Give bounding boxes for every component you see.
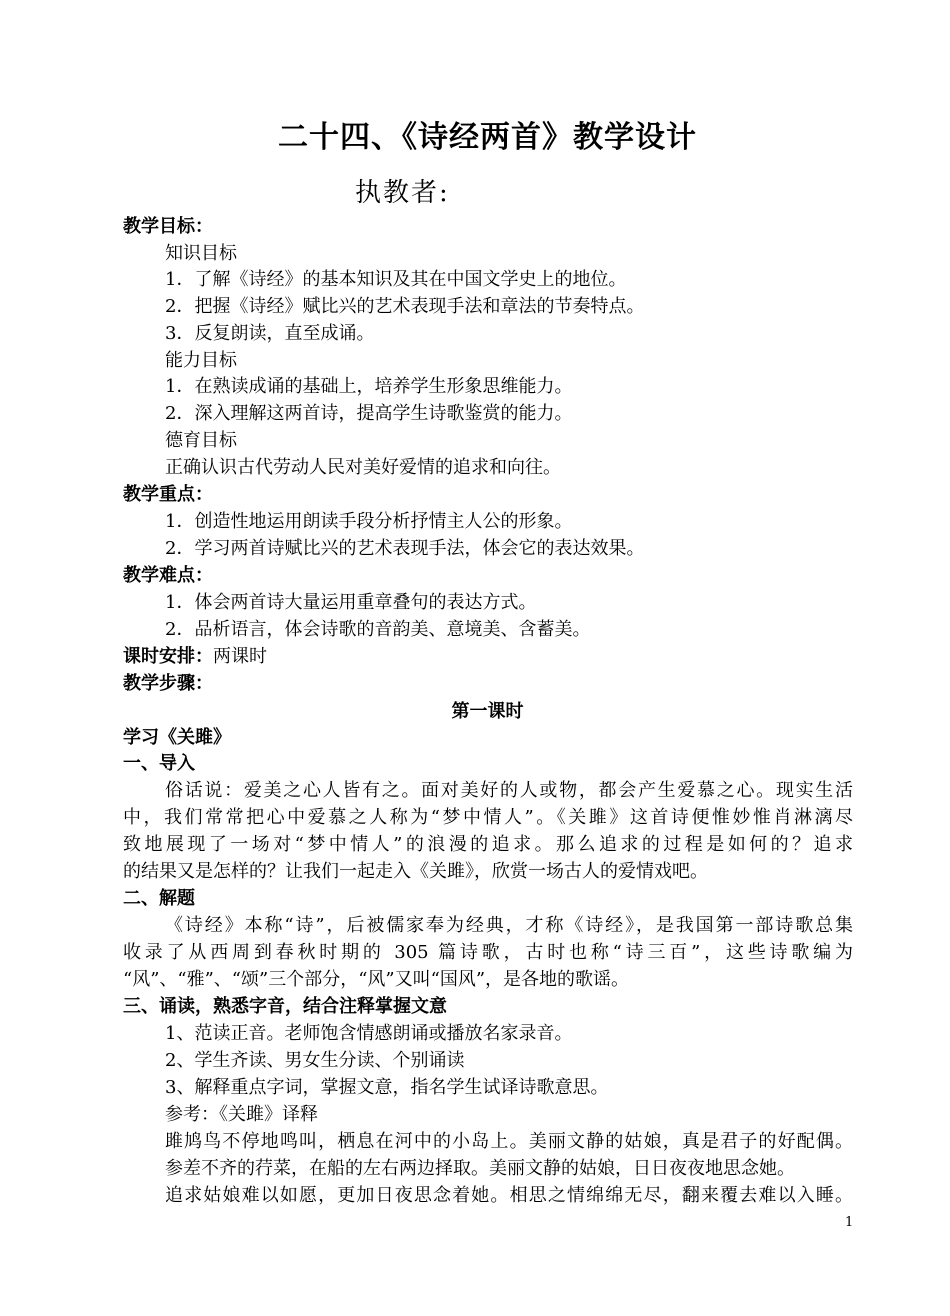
section3-line: 追求姑娘难以如愿，更加日夜思念着她。相思之情绵绵无尽，翻来覆去难以入睡。 — [165, 1185, 853, 1206]
lesson1-heading: 第一课时 — [451, 701, 524, 722]
study-heading: 学习《关雎》 — [123, 727, 231, 748]
section2-heading: 二、解题 — [123, 888, 195, 909]
difficulties-heading: 教学难点： — [123, 565, 213, 586]
knowledge-goal-label: 知识目标 — [165, 243, 237, 264]
goals-heading: 教学目标： — [123, 216, 213, 237]
section1-line: 俗话说：爱美之心人皆有之。面对美好的人或物，都会产生爱慕之心。现实生活 — [165, 780, 853, 801]
section1-line: 中，我们常常把心中爱慕之人称为“梦中情人”。《关雎》这首诗便惟妙惟肖淋漓尽 — [123, 807, 853, 828]
section3-line: 参考：《关雎》译释 — [165, 1104, 318, 1125]
difficulty-item: 2．品析语言，体会诗歌的音韵美、意境美、含蓄美。 — [165, 619, 591, 640]
key-point-item: 1．创造性地运用朗读手段分析抒情主人公的形象。 — [165, 511, 573, 532]
key-points-heading: 教学重点： — [123, 484, 213, 505]
document-title: 二十四、《诗经两首》教学设计 — [278, 120, 697, 155]
section1-heading: 一、导入 — [123, 753, 195, 774]
section3-line: 雎鸠鸟不停地鸣叫，栖息在河中的小岛上。美丽文静的姑娘，真是君子的好配偶。 — [165, 1131, 853, 1152]
section1-line: 的结果又是怎样的？让我们一起走入《关雎》，欣赏一场古人的爱情戏吧。 — [123, 861, 708, 882]
moral-goal-text: 正确认识古代劳动人民对美好爱情的追求和向往。 — [165, 457, 561, 478]
moral-goal-label: 德育目标 — [165, 430, 237, 451]
author-label: 执教者: — [355, 178, 450, 208]
steps-heading: 教学步骤： — [123, 673, 213, 694]
key-point-item: 2．学习两首诗赋比兴的艺术表现手法，体会它的表达效果。 — [165, 538, 645, 559]
schedule-label: 课时安排： — [123, 646, 213, 667]
section1-line: 致地展现了一场对“梦中情人”的浪漫的追求。那么追求的过程是如何的？追求 — [123, 834, 853, 855]
section3-line: 1、范读正音。老师饱含情感朗诵或播放名家录音。 — [165, 1023, 573, 1044]
section3-line: 3、解释重点字词，掌握文意，指名学生试译诗歌意思。 — [165, 1077, 609, 1098]
section3-line: 参差不齐的荇菜，在船的左右两边择取。美丽文静的姑娘，日日夜夜地思念她。 — [165, 1158, 795, 1179]
schedule-row — [123, 644, 267, 670]
page-number: 1 — [845, 1215, 854, 1230]
ability-goal-item: 1．在熟读成诵的基础上，培养学生形象思维能力。 — [165, 376, 573, 397]
ability-goal-item: 2．深入理解这两首诗，提高学生诗歌鉴赏的能力。 — [165, 403, 573, 424]
section2-line: “风”、“雅”、“颂”三个部分，“风”又叫“国风”，是各地的歌谣。 — [123, 969, 630, 990]
section3-heading: 三、诵读，熟悉字音，结合注释掌握文意 — [123, 996, 447, 1017]
section2-line: 收录了从西周到春秋时期的 305 篇诗歌，古时也称“诗三百”，这些诗歌编为 — [123, 942, 853, 963]
knowledge-goal-item: 1．了解《诗经》的基本知识及其在中国文学史上的地位。 — [165, 269, 627, 290]
difficulty-item: 1．体会两首诗大量运用重章叠句的表达方式。 — [165, 592, 537, 613]
schedule-value: 两课时 — [213, 646, 267, 667]
knowledge-goal-item: 3．反复朗读，直至成诵。 — [165, 323, 375, 344]
knowledge-goal-item: 2．把握《诗经》赋比兴的艺术表现手法和章法的节奏特点。 — [165, 296, 645, 317]
ability-goal-label: 能力目标 — [165, 350, 237, 371]
section3-line: 2、学生齐读、男女生分读、个别诵读 — [165, 1050, 465, 1071]
section2-line: 《诗经》本称“诗”，后被儒家奉为经典，才称《诗经》，是我国第一部诗歌总集 — [165, 915, 853, 936]
